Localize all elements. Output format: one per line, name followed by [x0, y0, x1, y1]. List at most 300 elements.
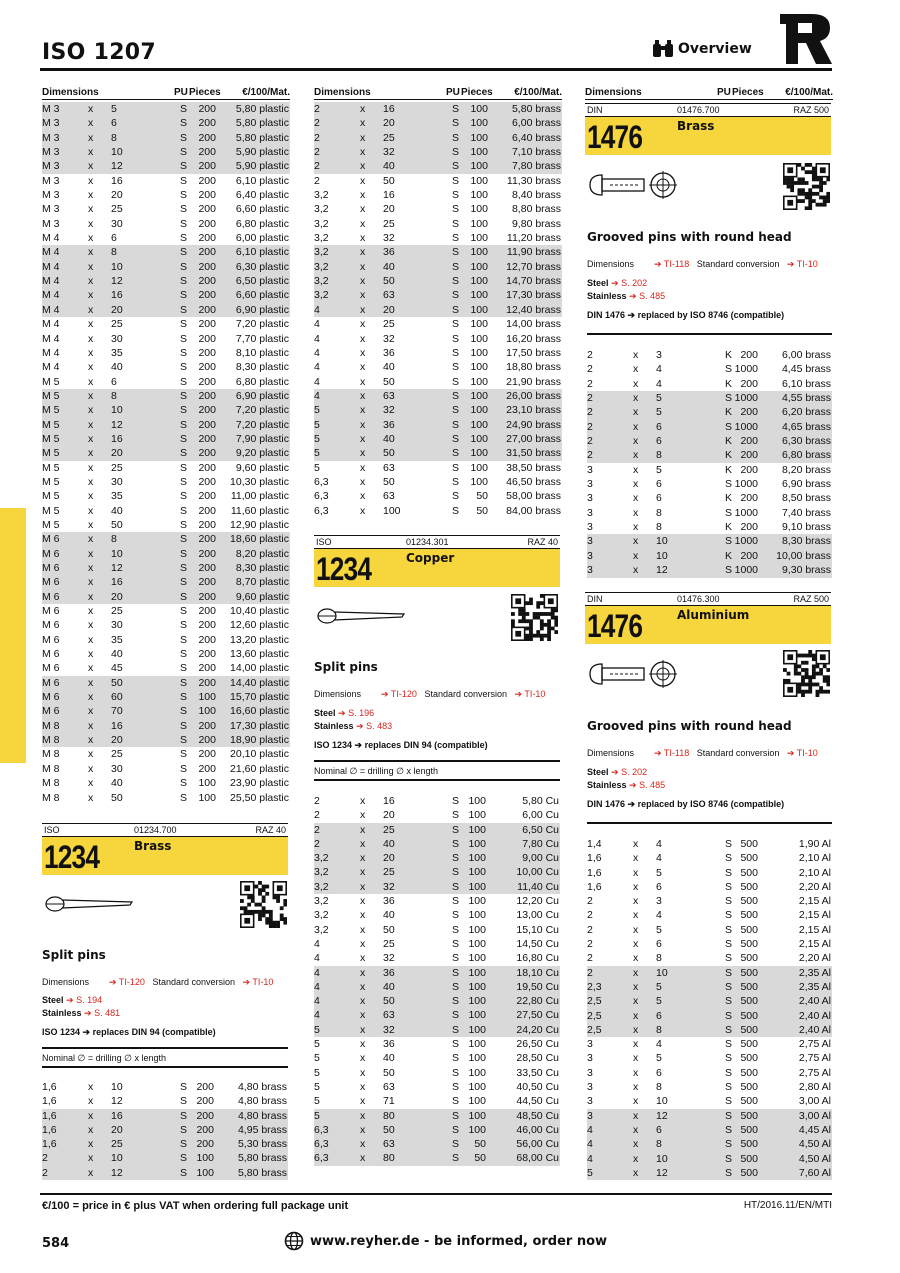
cell-pu: S [180, 160, 188, 173]
cell-pieces: 500 [740, 1066, 758, 1079]
table-row [42, 346, 290, 360]
cell-price: 84,00 brass [506, 504, 561, 517]
cell-pieces: 200 [198, 719, 216, 732]
table-row [587, 362, 832, 376]
globe-icon [284, 1231, 304, 1251]
cell-price: 6,20 brass [781, 406, 831, 419]
cell-pu: S [452, 404, 460, 417]
table-row [314, 303, 562, 317]
compat-note: ISO 1234 ➔ replaces DIN 94 (compatible) [42, 1027, 216, 1037]
price-table [42, 102, 290, 805]
cell-length: 100 [383, 504, 401, 517]
qr-code-icon[interactable] [783, 650, 830, 697]
table-row [42, 446, 290, 460]
cell-pieces: 100 [468, 866, 486, 879]
table-row [42, 1094, 288, 1108]
cell-x: x [360, 1109, 366, 1122]
steel-ref[interactable]: Steel ➔ S. 202 [587, 278, 648, 288]
cell-dimension: M 5 [42, 432, 60, 445]
table-row [42, 791, 290, 805]
cell-pieces: 100 [470, 117, 488, 130]
cell-dimension: M 8 [42, 762, 60, 775]
cell-price: 38,50 brass [506, 461, 561, 474]
compat-note: ISO 1234 ➔ replaces DIN 94 (compatible) [314, 740, 488, 750]
cell-x: x [360, 504, 366, 517]
cell-pieces: 500 [740, 852, 758, 865]
cell-pieces: 500 [740, 895, 758, 908]
cell-length: 20 [111, 189, 123, 202]
table-row [314, 288, 562, 302]
cell-pu: S [452, 318, 460, 331]
cell-x: x [88, 518, 94, 531]
table-row [314, 1123, 560, 1137]
cell-dimension: 4 [314, 966, 320, 979]
cell-length: 10 [111, 404, 123, 417]
cell-pu: S [725, 866, 733, 879]
cell-price: 7,80 brass [511, 160, 561, 173]
table-row [42, 618, 290, 632]
table-row [314, 1066, 560, 1080]
cell-dimension: 3,2 [314, 852, 329, 865]
website-label: www.reyher.de - be informed, order now [310, 1233, 608, 1249]
cell-x: x [88, 217, 94, 230]
cell-pu: S [725, 852, 733, 865]
cell-dimension: 5 [314, 1052, 320, 1065]
cell-price: 18,10 Cu [516, 966, 559, 979]
cell-dimension: M 4 [42, 289, 60, 302]
table-row [42, 131, 290, 145]
cell-price: 10,40 plastic [230, 605, 289, 618]
cell-dimension: M 4 [42, 361, 60, 374]
cell-x: x [360, 923, 366, 936]
cell-pieces: 200 [196, 1123, 214, 1136]
cell-pieces: 50 [476, 504, 488, 517]
table-row [42, 690, 290, 704]
cell-dimension: M 3 [42, 174, 60, 187]
cell-pu: S [452, 995, 460, 1008]
cell-x: x [360, 475, 366, 488]
cell-dimension: 2,5 [587, 1023, 602, 1036]
cell-price: 27,50 Cu [516, 1009, 559, 1022]
cell-pieces: 100 [470, 189, 488, 202]
table-row [42, 518, 290, 532]
cell-x: x [88, 232, 94, 245]
cell-dimension: 5 [314, 447, 320, 460]
cell-length: 40 [383, 1052, 395, 1065]
table-row [587, 1023, 832, 1037]
cell-dimension: 3 [587, 564, 593, 577]
product-header: ISO 01234.301 RAZ 40 [316, 537, 558, 547]
price-table [314, 794, 560, 1166]
compat-note: DIN 1476 ➔ replaced by ISO 8746 (compatible) [587, 310, 785, 320]
qr-code-icon[interactable] [511, 594, 558, 641]
dimensions-ref[interactable]: Dimensions ➔ TI-120 Standard conversion ➔ TI-10 [314, 689, 546, 699]
cell-pu: S [725, 1038, 733, 1051]
table-row [587, 463, 832, 477]
table-row [42, 647, 290, 661]
table-row [42, 317, 290, 331]
cell-dimension: 1,6 [42, 1123, 57, 1136]
cell-price: 18,60 plastic [230, 533, 289, 546]
rule [314, 760, 560, 762]
cell-x: x [360, 418, 366, 431]
cell-pieces: 500 [740, 1152, 758, 1165]
table-row [314, 346, 562, 360]
nominal-note: Nominal ∅ = drilling ∅ x length [314, 766, 438, 776]
cell-price: 7,20 plastic [235, 318, 289, 331]
cell-length: 25 [111, 748, 123, 761]
table-row [314, 1137, 560, 1151]
cell-dimension: 2 [314, 146, 320, 159]
cell-x: x [88, 734, 94, 747]
product-header: DIN 01476.700 RAZ 500 [587, 105, 829, 115]
cell-pu: S [452, 103, 460, 115]
cell-dimension: 3,2 [314, 880, 329, 893]
cell-pu: S [180, 1109, 188, 1122]
cell-pu: S [725, 1123, 733, 1136]
table-row [314, 188, 562, 202]
steel-ref[interactable]: Steel ➔ S. 196 [314, 708, 375, 718]
cell-x: x [360, 318, 366, 331]
cell-length: 12 [111, 1095, 123, 1108]
cell-dimension: M 3 [42, 160, 60, 173]
cell-dimension: M 3 [42, 103, 60, 115]
cell-dimension: 2 [314, 795, 320, 807]
cell-length: 25 [383, 318, 395, 331]
cell-pu: S [180, 461, 188, 474]
table-row [587, 966, 832, 980]
cell-pieces: 200 [740, 377, 758, 390]
cell-pu: S [180, 389, 188, 402]
overview-link[interactable] [652, 40, 752, 58]
cell-dimension: 2 [587, 923, 593, 936]
cell-x: x [88, 705, 94, 718]
cell-x: x [633, 880, 639, 893]
cell-pieces: 200 [198, 203, 216, 216]
cell-pu: S [452, 980, 460, 993]
cell-x: x [88, 648, 94, 661]
cell-x: x [633, 995, 639, 1008]
qr-code-icon[interactable] [240, 881, 287, 928]
cell-dimension: 3,2 [314, 275, 329, 288]
cell-dimension: 3 [587, 506, 593, 519]
cell-price: 9,80 brass [511, 217, 561, 230]
table-row [314, 102, 562, 116]
table-row [314, 360, 562, 374]
cell-length: 50 [111, 791, 123, 804]
cell-price: 9,20 plastic [235, 447, 289, 460]
cell-pieces: 100 [470, 303, 488, 316]
cell-length: 10 [111, 1081, 123, 1093]
cell-dimension: M 6 [42, 533, 60, 546]
cell-price: 14,40 plastic [230, 676, 289, 689]
cell-dimension: 2 [587, 909, 593, 922]
qr-code-icon[interactable] [783, 163, 830, 210]
cell-x: x [633, 535, 639, 548]
cell-length: 40 [383, 260, 395, 273]
cell-price: 2,80 Al [798, 1081, 831, 1094]
price-table [587, 837, 832, 1180]
cell-x: x [633, 1138, 639, 1151]
cell-length: 63 [383, 1080, 395, 1093]
cell-price: 6,00 brass [781, 349, 831, 361]
cell-price: 14,00 brass [506, 318, 561, 331]
cell-dimension: 4 [314, 389, 320, 402]
cell-dimension: 2 [587, 406, 593, 419]
cell-pieces: 500 [740, 1038, 758, 1051]
cell-length: 16 [111, 289, 123, 302]
table-row [587, 1094, 832, 1108]
cell-length: 6 [656, 938, 662, 951]
cell-x: x [88, 1123, 94, 1136]
cell-x: x [360, 260, 366, 273]
table-row [314, 894, 560, 908]
cell-dimension: 3,2 [314, 866, 329, 879]
cell-pu: S [452, 432, 460, 445]
cell-x: x [360, 361, 366, 374]
table-row [42, 475, 290, 489]
cell-pieces: 100 [470, 447, 488, 460]
cell-x: x [633, 966, 639, 979]
table-row [587, 1123, 832, 1137]
cell-dimension: 2 [314, 117, 320, 130]
website-link[interactable] [284, 1231, 607, 1251]
cell-pieces: 100 [470, 375, 488, 388]
cell-length: 40 [383, 909, 395, 922]
cell-pieces: 200 [196, 1081, 214, 1093]
cell-length: 6 [656, 880, 662, 893]
cell-dimension: M 8 [42, 791, 60, 804]
product-number-banner: 1234 Copper [314, 549, 560, 587]
cell-price: 8,50 brass [781, 492, 831, 505]
cell-x: x [360, 895, 366, 908]
table-row [314, 1109, 560, 1123]
steel-ref[interactable]: Steel ➔ S. 202 [587, 767, 648, 777]
cell-price: 4,65 brass [781, 420, 831, 433]
cell-length: 40 [111, 504, 123, 517]
cell-dimension: M 5 [42, 490, 60, 503]
cell-price: 20,10 plastic [230, 748, 289, 761]
cell-x: x [88, 117, 94, 130]
cell-price: 15,10 Cu [516, 923, 559, 936]
rule [314, 779, 560, 781]
cell-dimension: 3,2 [314, 260, 329, 273]
cell-pu: S [725, 938, 733, 951]
cell-pu: S [452, 909, 460, 922]
cell-pieces: 100 [468, 966, 486, 979]
stainless-ref[interactable]: Stainless ➔ S. 485 [587, 291, 666, 301]
stainless-ref[interactable]: Stainless ➔ S. 483 [314, 721, 393, 731]
cell-x: x [88, 418, 94, 431]
cell-price: 19,50 Cu [516, 980, 559, 993]
cell-x: x [360, 1052, 366, 1065]
cell-price: 2,15 Al [798, 909, 831, 922]
cell-dimension: 5 [314, 1095, 320, 1108]
cell-dimension: 2,5 [587, 1009, 602, 1022]
cell-pu: S [452, 937, 460, 950]
cell-dimension: 5 [314, 432, 320, 445]
cell-dimension: 5 [314, 1023, 320, 1036]
cell-pieces: 200 [198, 117, 216, 130]
cell-pieces: 500 [740, 1109, 758, 1122]
cell-dimension: 2 [314, 837, 320, 850]
cell-x: x [360, 131, 366, 144]
cell-price: 5,30 brass [237, 1138, 287, 1151]
cell-pieces: 200 [198, 303, 216, 316]
cell-pu: S [452, 1038, 460, 1051]
cell-pieces: 200 [740, 435, 758, 448]
cell-pieces: 100 [468, 1123, 486, 1136]
table-row [314, 217, 562, 231]
cell-price: 46,00 Cu [516, 1123, 559, 1136]
cell-pu: S [452, 952, 460, 965]
cell-length: 36 [383, 966, 395, 979]
table-row [587, 937, 832, 951]
table-row [587, 994, 832, 1008]
cell-price: 12,60 plastic [230, 619, 289, 632]
cell-pu: S [452, 447, 460, 460]
cell-length: 4 [656, 377, 662, 390]
cell-dimension: 3 [587, 1038, 593, 1051]
cell-pu: S [725, 909, 733, 922]
cell-pieces: 200 [198, 160, 216, 173]
cell-length: 25 [383, 217, 395, 230]
table-row [42, 159, 290, 173]
cell-pieces: 200 [198, 289, 216, 302]
cell-x: x [360, 275, 366, 288]
cell-pu: S [180, 432, 188, 445]
table-row [42, 231, 290, 245]
cell-length: 20 [383, 809, 395, 822]
cell-length: 20 [111, 734, 123, 747]
cell-dimension: 2 [587, 966, 593, 979]
cell-x: x [88, 203, 94, 216]
cell-length: 10 [111, 1152, 123, 1165]
cell-dimension: 3,2 [314, 909, 329, 922]
cell-pieces: 100 [468, 1066, 486, 1079]
cell-x: x [360, 1095, 366, 1108]
cell-price: 7,40 brass [781, 506, 831, 519]
table-row [314, 403, 562, 417]
cell-length: 8 [656, 952, 662, 965]
table-row [42, 188, 290, 202]
cell-dimension: M 6 [42, 619, 60, 632]
cell-pieces: 100 [468, 823, 486, 836]
dimensions-ref[interactable]: Dimensions ➔ TI-120 Standard conversion ➔ TI-10 [42, 977, 274, 987]
cell-pieces: 100 [198, 791, 216, 804]
stainless-ref[interactable]: Stainless ➔ S. 481 [42, 1008, 121, 1018]
cell-length: 5 [656, 923, 662, 936]
cell-dimension: M 5 [42, 504, 60, 517]
cell-pieces: 100 [470, 461, 488, 474]
cell-price: 2,10 Al [798, 852, 831, 865]
cell-x: x [360, 346, 366, 359]
cell-pu: S [452, 880, 460, 893]
cell-price: 8,20 brass [781, 463, 831, 476]
cell-pu: S [725, 1066, 733, 1079]
cell-dimension: 4 [587, 1138, 593, 1151]
cell-price: 9,60 plastic [235, 461, 289, 474]
table-row [314, 274, 562, 288]
cell-price: 6,80 brass [781, 449, 831, 462]
cell-dimension: 3 [587, 478, 593, 491]
product-title: Split pins [314, 660, 378, 674]
cell-pu: S [180, 289, 188, 302]
table-row [587, 866, 832, 880]
table-row [42, 303, 290, 317]
cell-price: 17,30 plastic [230, 719, 289, 732]
cell-pu: S [180, 648, 188, 661]
table-row [42, 747, 290, 761]
cell-x: x [633, 909, 639, 922]
table-row [314, 418, 562, 432]
table-row [42, 116, 290, 130]
cell-dimension: M 6 [42, 590, 60, 603]
cell-dimension: M 4 [42, 332, 60, 345]
cell-pieces: 200 [198, 432, 216, 445]
cell-dimension: 2 [314, 809, 320, 822]
product-number-banner: 1234 Brass [42, 837, 288, 875]
cell-dimension: 3 [587, 549, 593, 562]
table-row [314, 823, 560, 837]
cell-dimension: 2 [587, 420, 593, 433]
cell-x: x [88, 131, 94, 144]
cell-price: 23,90 plastic [230, 777, 289, 790]
cell-length: 50 [383, 923, 395, 936]
table-row [587, 837, 832, 851]
cell-length: 12 [656, 1109, 668, 1122]
cell-x: x [633, 1052, 639, 1065]
cell-x: x [88, 777, 94, 790]
cell-x: x [88, 447, 94, 460]
table-row [42, 174, 290, 188]
cell-x: x [633, 549, 639, 562]
dimensions-ref[interactable]: Dimensions ➔ TI-118 Standard conversion ➔ TI-10 [587, 748, 818, 758]
cell-price: 8,40 brass [511, 189, 561, 202]
cell-x: x [88, 103, 94, 115]
cell-pu: S [452, 895, 460, 908]
table-row [42, 661, 290, 675]
stainless-ref[interactable]: Stainless ➔ S. 485 [587, 780, 666, 790]
cell-price: 2,75 Al [798, 1052, 831, 1065]
cell-length: 40 [383, 980, 395, 993]
cell-length: 20 [111, 303, 123, 316]
cell-pieces: 100 [470, 174, 488, 187]
cell-price: 6,00 Cu [522, 809, 559, 822]
cell-x: x [633, 838, 639, 850]
steel-ref[interactable]: Steel ➔ S. 194 [42, 995, 103, 1005]
cell-pu: S [452, 303, 460, 316]
cell-dimension: 3 [587, 1081, 593, 1094]
table-row [42, 217, 290, 231]
cell-price: 13,20 plastic [230, 633, 289, 646]
cell-dimension: 4 [314, 361, 320, 374]
table-row [42, 504, 290, 518]
cell-x: x [360, 246, 366, 259]
table-row [587, 391, 832, 405]
cell-dimension: 4 [314, 318, 320, 331]
cell-length: 8 [111, 131, 117, 144]
cell-price: 7,80 Cu [522, 837, 559, 850]
table-row [314, 1151, 560, 1165]
cell-price: 14,00 plastic [230, 662, 289, 675]
cell-price: 10,30 plastic [230, 475, 289, 488]
cell-pu: S [180, 791, 188, 804]
cell-pu: S [452, 823, 460, 836]
dimensions-ref[interactable]: Dimensions ➔ TI-118 Standard conversion ➔ TI-10 [587, 259, 818, 269]
table-row [587, 434, 832, 448]
cell-price: 26,00 brass [506, 389, 561, 402]
